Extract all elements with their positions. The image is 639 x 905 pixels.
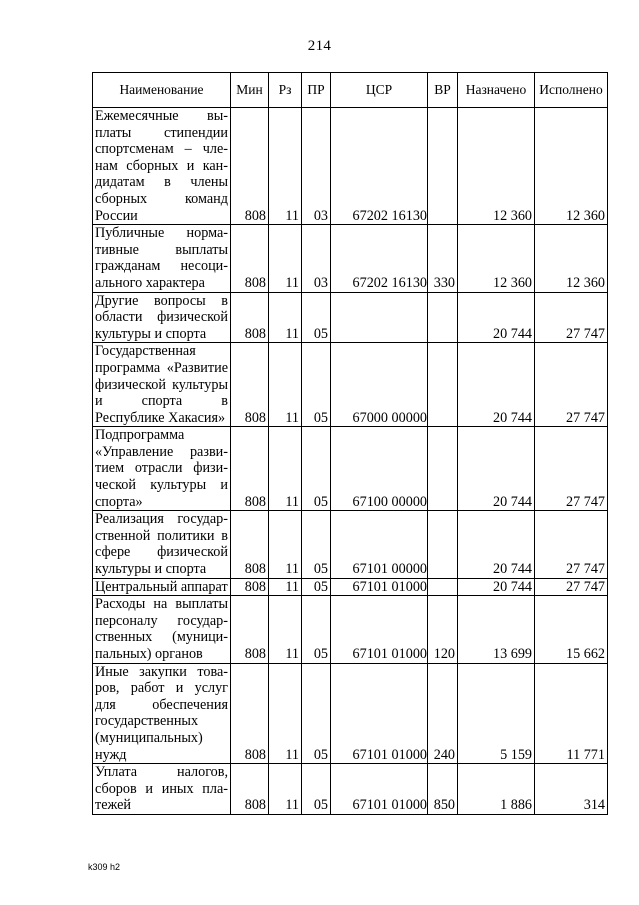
- cell-rz: 11: [269, 108, 302, 225]
- cell-csr: 67101 01000: [331, 578, 428, 596]
- cell-csr: [331, 292, 428, 343]
- cell-rz: 11: [269, 596, 302, 663]
- cell-executed: 12 360: [535, 225, 608, 292]
- cell-assigned: 20 744: [458, 578, 535, 596]
- cell-executed: 27 747: [535, 292, 608, 343]
- cell-vr: [428, 108, 458, 225]
- cell-min: 808: [231, 343, 269, 427]
- cell-min: 808: [231, 663, 269, 764]
- cell-min: 808: [231, 427, 269, 511]
- cell-rz: 11: [269, 578, 302, 596]
- cell-csr: 67101 01000: [331, 663, 428, 764]
- cell-csr: 67000 00000: [331, 343, 428, 427]
- footer-code: k309 h2: [88, 862, 121, 872]
- cell-name: Центральный аппарат: [93, 578, 231, 596]
- cell-vr: 850: [428, 764, 458, 815]
- cell-name: Публичные нормативные выплаты гражданам несоциального характера: [93, 225, 231, 292]
- cell-assigned: 20 744: [458, 292, 535, 343]
- header-pr: ПР: [302, 73, 331, 108]
- cell-pr: 05: [302, 511, 331, 578]
- cell-pr: 05: [302, 343, 331, 427]
- cell-csr: 67202 16130: [331, 108, 428, 225]
- cell-name: Реализация государственной политики в сфере физической культуры и спорта: [93, 511, 231, 578]
- header-name: Наименование: [93, 73, 231, 108]
- header-rz: Рз: [269, 73, 302, 108]
- cell-name: Другие вопросы в области физической культуры и спорта: [93, 292, 231, 343]
- cell-name: Уплата налогов, сборов и иных платежей: [93, 764, 231, 815]
- cell-vr: 240: [428, 663, 458, 764]
- header-executed: Исполнено: [535, 73, 608, 108]
- cell-csr: 67101 01000: [331, 596, 428, 663]
- cell-csr: 67101 00000: [331, 511, 428, 578]
- table-row: [93, 764, 608, 815]
- cell-executed: 27 747: [535, 343, 608, 427]
- table-row: [93, 292, 608, 343]
- header-min: Мин: [231, 73, 269, 108]
- cell-vr: [428, 511, 458, 578]
- cell-vr: 120: [428, 596, 458, 663]
- cell-executed: 12 360: [535, 108, 608, 225]
- cell-assigned: 5 159: [458, 663, 535, 764]
- table-row: [93, 578, 608, 596]
- table-row: [93, 108, 608, 225]
- cell-assigned: 12 360: [458, 225, 535, 292]
- table-row: [93, 596, 608, 663]
- cell-vr: [428, 292, 458, 343]
- cell-executed: 15 662: [535, 596, 608, 663]
- cell-min: 808: [231, 108, 269, 225]
- cell-csr: 67100 00000: [331, 427, 428, 511]
- cell-csr: 67101 01000: [331, 764, 428, 815]
- cell-rz: 11: [269, 511, 302, 578]
- cell-vr: [428, 578, 458, 596]
- table-header-row: [93, 73, 608, 108]
- table-row: [93, 225, 608, 292]
- cell-rz: 11: [269, 663, 302, 764]
- cell-min: 808: [231, 292, 269, 343]
- cell-assigned: 12 360: [458, 108, 535, 225]
- cell-min: 808: [231, 596, 269, 663]
- cell-assigned: 20 744: [458, 511, 535, 578]
- cell-name: Ежемесячные выплаты стипендии спортсменам – членам сборных и кандидатам в члены сборных команд России: [93, 108, 231, 225]
- table-row: [93, 511, 608, 578]
- header-assigned: Назначено: [458, 73, 535, 108]
- cell-name: Государственная программа «Развитие физической культуры и спорта в Республике Хакасия»: [93, 343, 231, 427]
- table-row: [93, 343, 608, 427]
- table-row: [93, 427, 608, 511]
- cell-rz: 11: [269, 427, 302, 511]
- cell-min: 808: [231, 578, 269, 596]
- cell-name: Подпрограмма «Управление развитием отрасли физической культуры и спорта»: [93, 427, 231, 511]
- page-number: 214: [307, 38, 332, 54]
- cell-pr: 05: [302, 292, 331, 343]
- cell-rz: 11: [269, 225, 302, 292]
- table-row: [93, 663, 608, 764]
- cell-vr: [428, 427, 458, 511]
- cell-assigned: 13 699: [458, 596, 535, 663]
- cell-executed: 27 747: [535, 427, 608, 511]
- cell-pr: 05: [302, 427, 331, 511]
- cell-pr: 05: [302, 596, 331, 663]
- cell-name: Иные закупки товаров, работ и услуг для обеспечения государственных (муниципальных) нужд: [93, 663, 231, 764]
- budget-table: [92, 72, 608, 815]
- cell-pr: 03: [302, 108, 331, 225]
- cell-executed: 27 747: [535, 511, 608, 578]
- cell-pr: 05: [302, 663, 331, 764]
- cell-rz: 11: [269, 292, 302, 343]
- cell-vr: [428, 343, 458, 427]
- cell-pr: 05: [302, 578, 331, 596]
- cell-pr: 05: [302, 764, 331, 815]
- cell-pr: 03: [302, 225, 331, 292]
- header-csr: ЦСР: [331, 73, 428, 108]
- cell-assigned: 20 744: [458, 343, 535, 427]
- cell-executed: 27 747: [535, 578, 608, 596]
- cell-csr: 67202 16130: [331, 225, 428, 292]
- cell-min: 808: [231, 225, 269, 292]
- cell-executed: 11 771: [535, 663, 608, 764]
- cell-rz: 11: [269, 343, 302, 427]
- cell-min: 808: [231, 511, 269, 578]
- cell-rz: 11: [269, 764, 302, 815]
- cell-vr: 330: [428, 225, 458, 292]
- cell-assigned: 20 744: [458, 427, 535, 511]
- cell-min: 808: [231, 764, 269, 815]
- cell-executed: 314: [535, 764, 608, 815]
- cell-assigned: 1 886: [458, 764, 535, 815]
- cell-name: Расходы на выплаты персоналу государственных (муниципальных) органов: [93, 596, 231, 663]
- header-vr: ВР: [428, 73, 458, 108]
